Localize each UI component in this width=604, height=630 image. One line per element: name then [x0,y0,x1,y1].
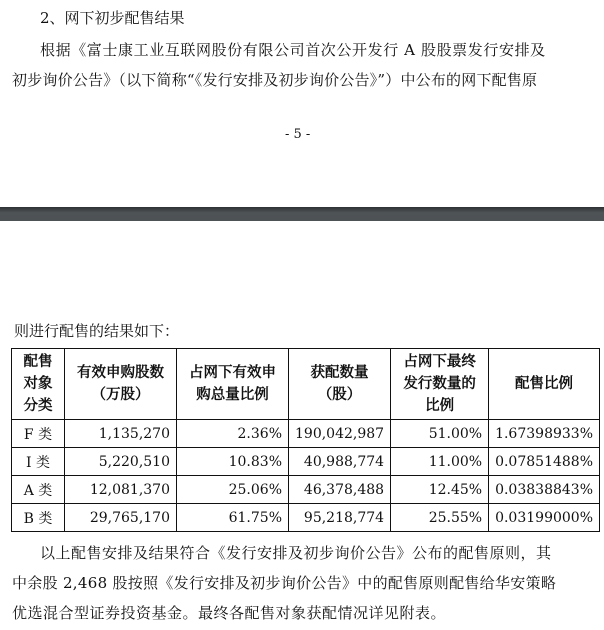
header-cell: 配售比例 [489,349,600,420]
table-cell: 12.45% [391,476,489,504]
section-heading: 2、网下初步配售结果 [40,9,185,27]
table-cell: 46,378,488 [289,476,391,504]
table-cell: 29,765,170 [65,504,177,532]
table-cell: 0.03199000% [489,504,600,532]
header-cell: 占网下最终发行数量的比例 [391,349,489,420]
table-intro: 则进行配售的结果如下： [14,322,180,340]
table-cell: 40,988,774 [289,448,391,476]
table-cell: I 类 [12,448,65,476]
paragraph-line: 初步询价公告》（以下简称“《发行安排及初步询价公告》”）中公布的网下配售原 [12,71,538,89]
paragraph-line: 以上配售安排及结果符合《发行安排及初步询价公告》公布的配售原则，其 [40,544,552,562]
paragraph-line: 根据《富士康工业互联网股份有限公司首次公开发行 A 股股票发行安排及 [40,41,546,59]
table-cell: 95,218,774 [289,504,391,532]
table-cell: 11.00% [391,448,489,476]
table-cell: 12,081,370 [65,476,177,504]
table-row [12,420,600,448]
header-cell: 获配数量（股） [289,349,391,420]
table-cell: F 类 [12,420,65,448]
header-cell: 占网下有效申购总量比例 [177,349,289,420]
paragraph-line: 中余股 2,468 股按照《发行安排及初步询价公告》中的配售原则配售给华安策略 [12,574,557,592]
page-number: - 5 - [285,127,311,142]
table-cell: 61.75% [177,504,289,532]
table-row [12,476,600,504]
table-cell: A 类 [12,476,65,504]
table-cell: 190,042,987 [289,420,391,448]
table-cell: B 类 [12,504,65,532]
table-row [12,504,600,532]
table-cell: 10.83% [177,448,289,476]
table-row [12,448,600,476]
table-cell: 5,220,510 [65,448,177,476]
table-header-row [12,349,600,420]
table-cell: 51.00% [391,420,489,448]
table-cell: 1,135,270 [65,420,177,448]
header-cell: 有效申购股数（万股） [65,349,177,420]
table-cell: 25.55% [391,504,489,532]
allocation-table [11,348,600,532]
page-separator [0,207,604,221]
table-cell: 25.06% [177,476,289,504]
header-cell: 配售对象分类 [12,349,65,420]
paragraph-line: 优选混合型证券投资基金。最终各配售对象获配情况详见附表。 [12,604,447,622]
table-cell: 2.36% [177,420,289,448]
table-cell: 0.07851488% [489,448,600,476]
table-cell: 0.03838843% [489,476,600,504]
table-cell: 1.67398933% [489,420,600,448]
